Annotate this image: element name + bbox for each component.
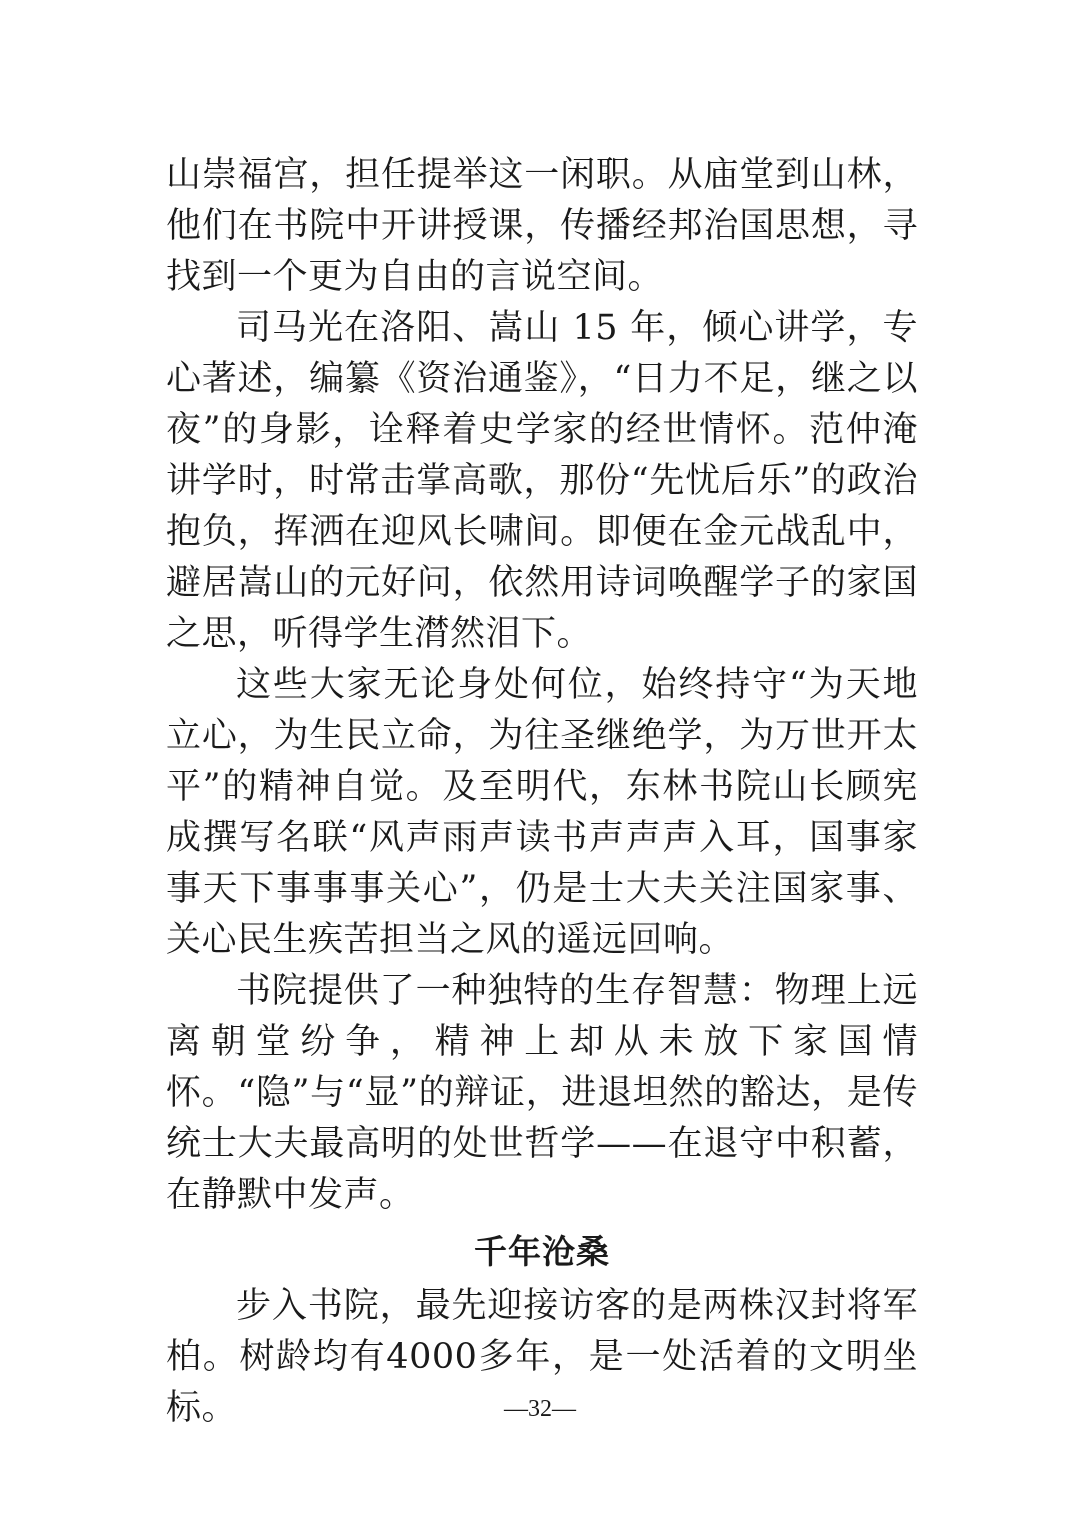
- section-heading: 千年沧桑: [474, 1232, 610, 1271]
- paragraph-cypress-trees: 步入书院，最先迎接访客的是两株汉封将军柏。树龄均有4000多年，是一处活着的文明坐标。: [166, 1286, 918, 1428]
- paragraph-academy-wisdom: 书院提供了一种独特的生存智慧：物理上远离朝堂纷争，精神上却从未放下家国情怀。“隐”与“显”的辩证，进退坦然的豁达，是传统士大夫最高明的处世哲学——在退守中积蓄，在静默中发声。: [166, 971, 918, 1215]
- paragraph-continued: 山崇福宫，担任提举这一闲职。从庙堂到山林，他们在书院中开讲授课，传播经邦治国思想，寻找到一个更为自由的言说空间。: [166, 155, 918, 297]
- paragraph-scholars-spirit: 这些大家无论身处何位，始终持守“为天地立心，为生民立命，为往圣继绝学，为万世开太平”的精神自觉。及至明代，东林书院山长顾宪成撰写名联“风声雨声读书声声声入耳，国事家事天下事事事关心”，仍是士大夫关注国家事、关心民生疾苦担当之风的遥远回响。: [166, 665, 918, 960]
- body-text: [166, 150, 918, 1434]
- paragraph-sima-guang: 司马光在洛阳、嵩山 15 年，倾心讲学，专心著述，编纂《资治通鉴》，“日力不足，继之以夜”的身影，诠释着史学家的经世情怀。范仲淹讲学时，时常击掌高歌，那份“先忧后乐”的政治抱负，挥洒在迎风长啸间。即便在金元战乱中，避居嵩山的元好问，依然用诗词唤醒学子的家国之思，听得学生潸然泪下。: [166, 308, 918, 654]
- page-number: —32—: [504, 1396, 576, 1422]
